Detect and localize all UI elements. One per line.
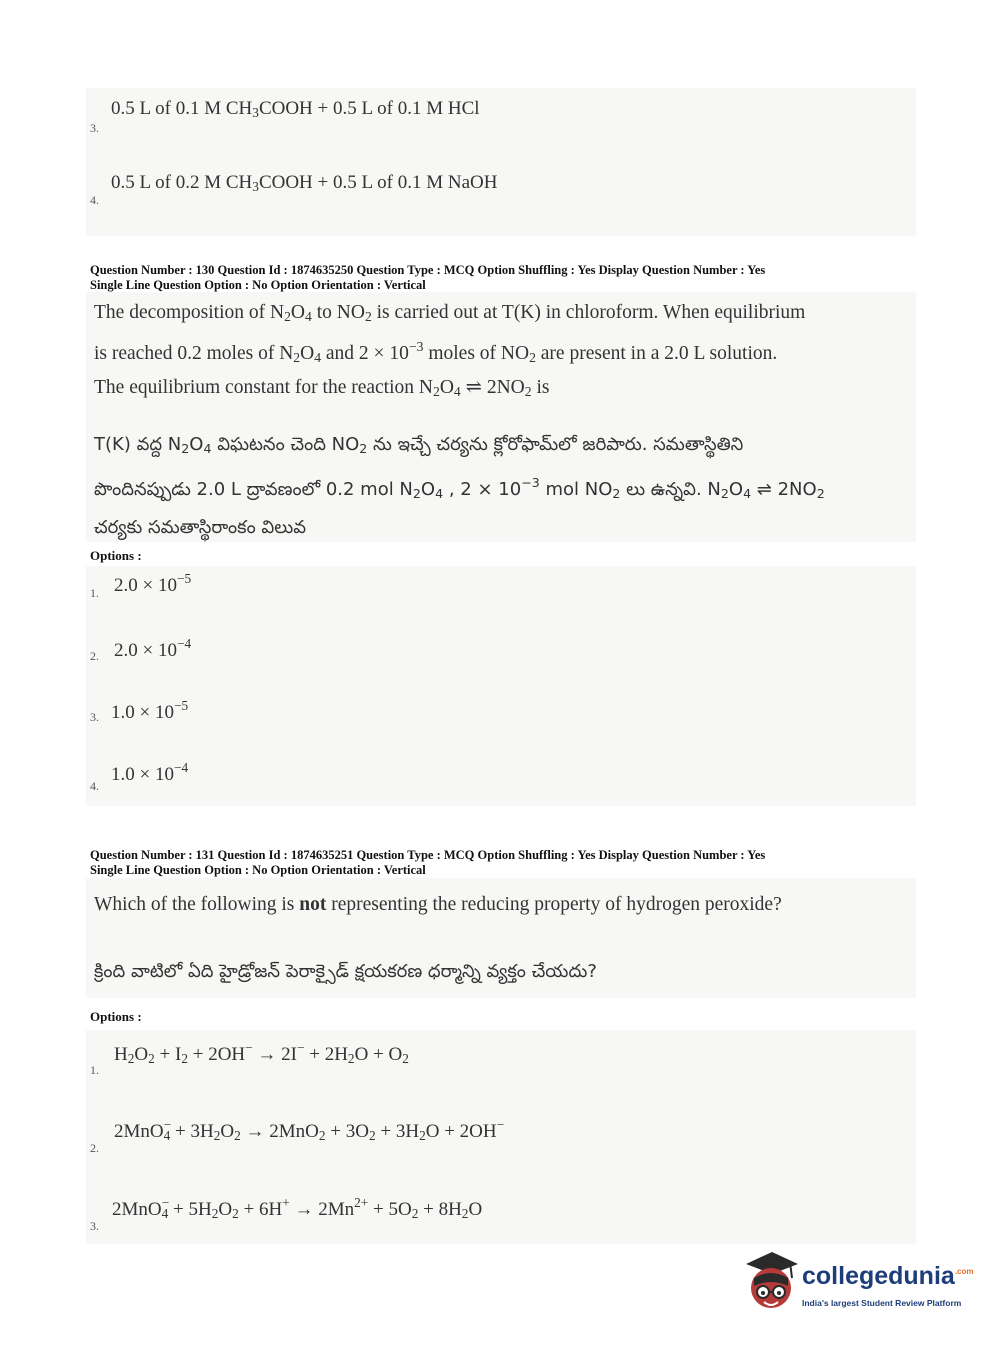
mascot-icon <box>742 1248 800 1318</box>
option-number: 1. <box>90 586 99 600</box>
option-number: 3. <box>90 1219 99 1233</box>
option-number: 4. <box>90 779 99 793</box>
option-3[interactable]: 2MnO$_4$ − + $5H_2O_2 + 6H^+ \to 2Mn^{2+} + 5O_2 + 8H_2O$ <box>112 1195 483 1221</box>
question-text-english: The decomposition of $N_2O_4$ to $NO_2$ is carried out at T(K) in chloroform. When equilibrium is reached 0.2 moles of $N_2O_4$ and $2 \times 10^{-3}$ moles of $NO_2$ are present in a 2.0 L solution. The equilibrium constant for the reaction $N_2O_4$ ⇌ $2NO_2$ is <box>94 302 806 399</box>
option-text: 0.5 L of 0.1 M $CH_3COOH + 0.5$ L of 0.1 M HCl <box>111 98 480 120</box>
question-meta: Question Number : 130 Question Id : 1874635250 Question Type : MCQ Option Shuffling : Yes Display Question Number : Yes Single Line Question Option : No Option Orientation : Vertical <box>90 263 766 292</box>
option-number: 2. <box>90 649 99 663</box>
brand-name: collegedunia$^{.com}$ <box>802 1262 974 1290</box>
option-number: 4. <box>90 193 99 207</box>
option-3[interactable]: $1.0 \times 10^{-5}$ <box>111 698 189 723</box>
option-2[interactable]: $2.0 \times 10^{-4}$ <box>114 636 192 661</box>
brand-tagline: India's largest Student Review Platform <box>802 1298 962 1308</box>
options-label: Options : <box>90 1009 142 1024</box>
option-text: 0.5 L of 0.2 M $CH_3COOH + 0.5$ L of 0.1 M NaOH <box>111 172 498 194</box>
option-4[interactable]: $1.0 \times 10^{-4}$ <box>111 760 189 785</box>
option-1[interactable]: $H_2O_2 + I_2 + 2OH^- \to 2I^- + 2H_2O + O_2$ <box>114 1040 409 1066</box>
collegedunia-logo[interactable] <box>742 1248 972 1318</box>
option-number: 1. <box>90 1063 99 1077</box>
question-meta: Question Number : 131 Question Id : 1874635251 Question Type : MCQ Option Shuffling : Yes Display Question Number : Yes Single Line Question Option : No Option Orientation : Vertical <box>90 848 766 877</box>
option-2[interactable]: 2MnO$_4$ − + $3H_2O_2 \to 2MnO_2 + 3O_2 + 3H_2O + 2OH^-$ <box>114 1117 505 1143</box>
question-text-english: Which of the following is not representing the reducing property of hydrogen peroxide? <box>94 894 782 915</box>
option-1[interactable]: $2.0 \times 10^{-5}$ <box>114 571 192 596</box>
options-label: Options : <box>90 548 142 563</box>
option-number: 3. <box>90 710 99 724</box>
scan-block-q130-options <box>86 566 916 806</box>
option-number: 3. <box>90 121 99 135</box>
question-text-telugu: క్రింది వాటిలో ఏది హైడ్రోజన్ పెరాక్సైడ్ క్షయకరణ ధర్మాన్ని వ్యక్తం చేయదు? <box>94 961 597 982</box>
question-text-telugu: T(K) వద్ద $N_2O_4$ విఘటనం చెంది $NO_2$ ను ఇచ్చే చర్యను క్లోరోఫామ్‌లో జరిపారు. సమతాస్థితిని పొందినప్పుడు 2.0 L ద్రావణంలో 0.2 mol $N_2O_4$ , $2 \times 10^{-3}$ mol $NO_2$ లు ఉన్నవి. $N_2O_4$ ⇌ $2NO_2$ చర్యకు సమతాస్థిరాంకం విలువ <box>94 434 825 538</box>
option-number: 2. <box>90 1141 99 1155</box>
